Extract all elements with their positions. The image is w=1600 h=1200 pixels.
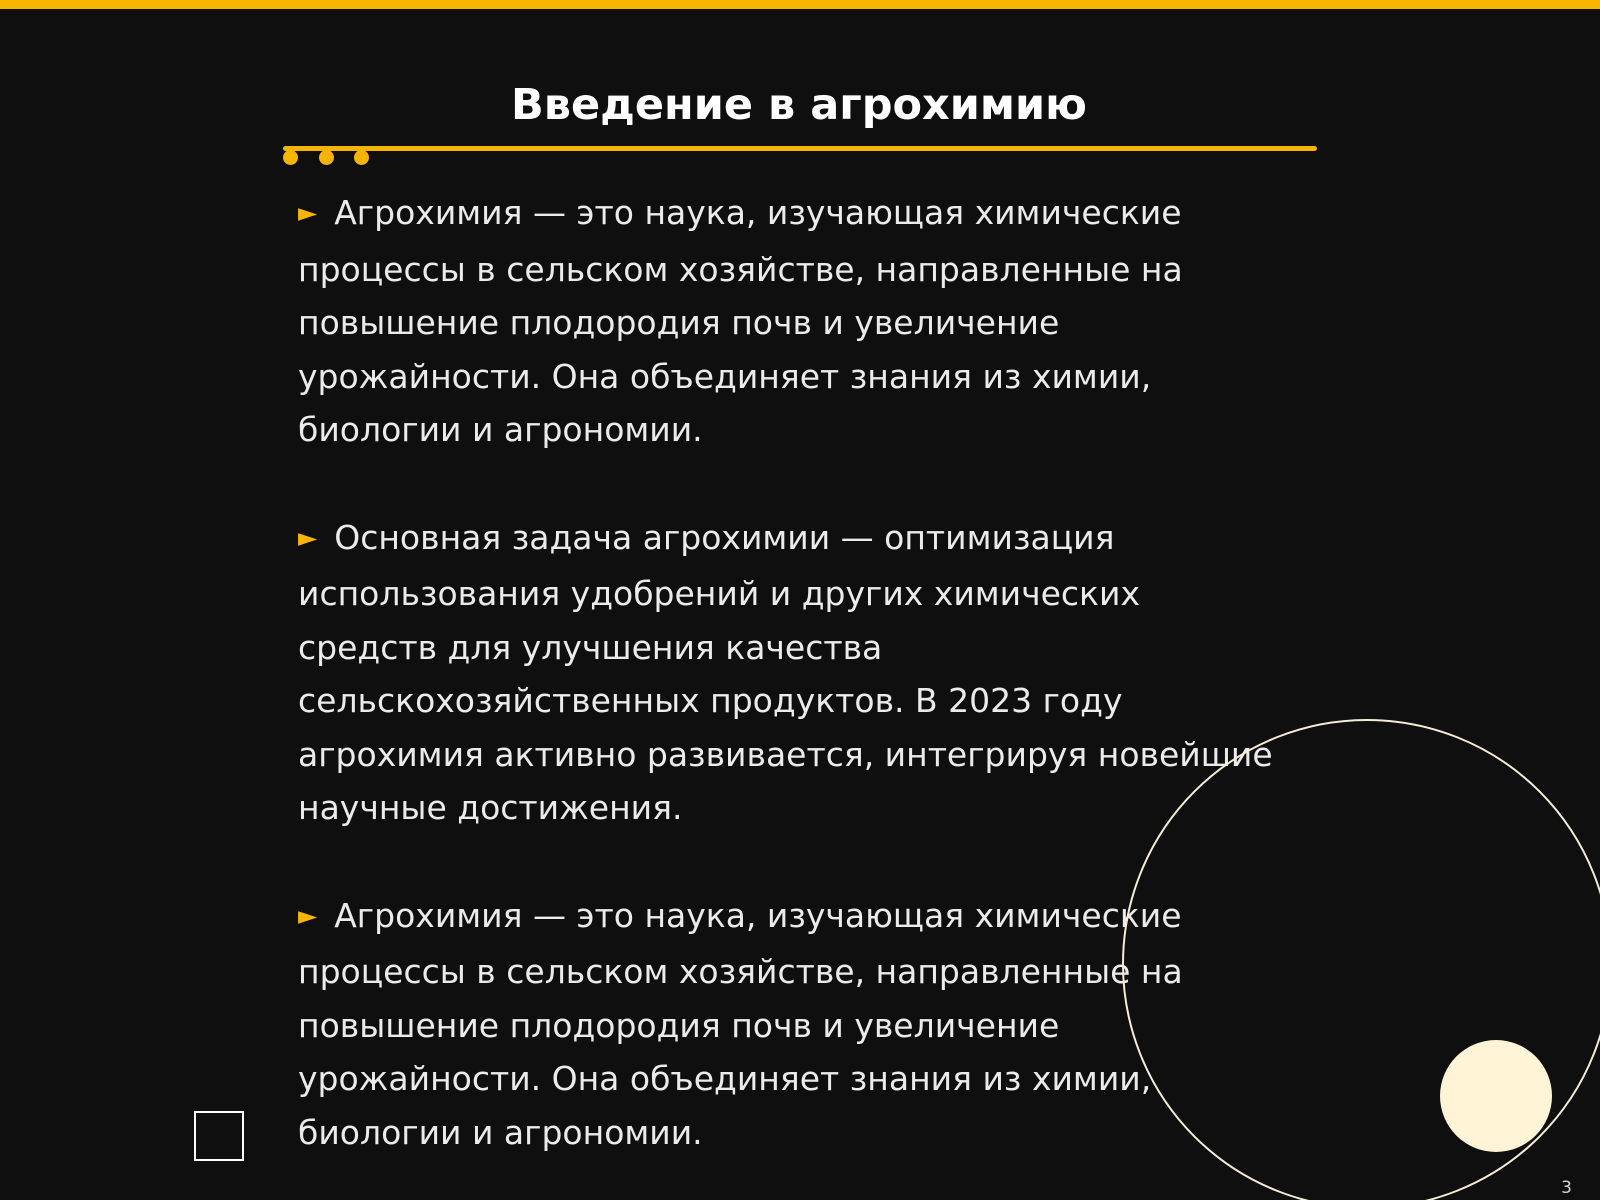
decorative-disc <box>1440 1040 1552 1152</box>
paragraph-text: Основная задача агрохимии — оптимизация использования удобрений и других химических средств для улучшения качества сельскохозяйственных продуктов. В 2023 году агрохимия активно развивается, интегрируя новейшие научные достижения. <box>298 517 1273 827</box>
decorative-dot <box>354 150 369 165</box>
bullet-triangle-icon: ► <box>298 900 318 930</box>
paragraph-text: Агрохимия — это наука, изучающая химические процессы в сельском хозяйстве, направленные на повышение плодородия почв и увеличение урожайности. Она объединяет знания из химии, биологии и агрономии. <box>298 193 1183 449</box>
title-underline <box>283 146 1317 151</box>
decorative-dot <box>283 150 298 165</box>
bullet-paragraph <box>298 511 1273 835</box>
page-number: 3 <box>1561 1178 1572 1198</box>
bullet-triangle-icon: ► <box>298 522 318 552</box>
slide-content <box>298 186 1273 1200</box>
decorative-dot <box>319 150 334 165</box>
slide-title: Введение в агрохимию <box>511 80 1087 130</box>
decorative-square <box>194 1111 244 1161</box>
top-accent-bar <box>0 0 1600 9</box>
bullet-paragraph <box>298 186 1273 457</box>
paragraph-text: Агрохимия — это наука, изучающая химические процессы в сельском хозяйстве, направленные на повышение плодородия почв и увеличение урожайности. Она объединяет знания из химии, биологии и агрономии. <box>298 895 1183 1152</box>
bullet-triangle-icon: ► <box>298 198 318 227</box>
